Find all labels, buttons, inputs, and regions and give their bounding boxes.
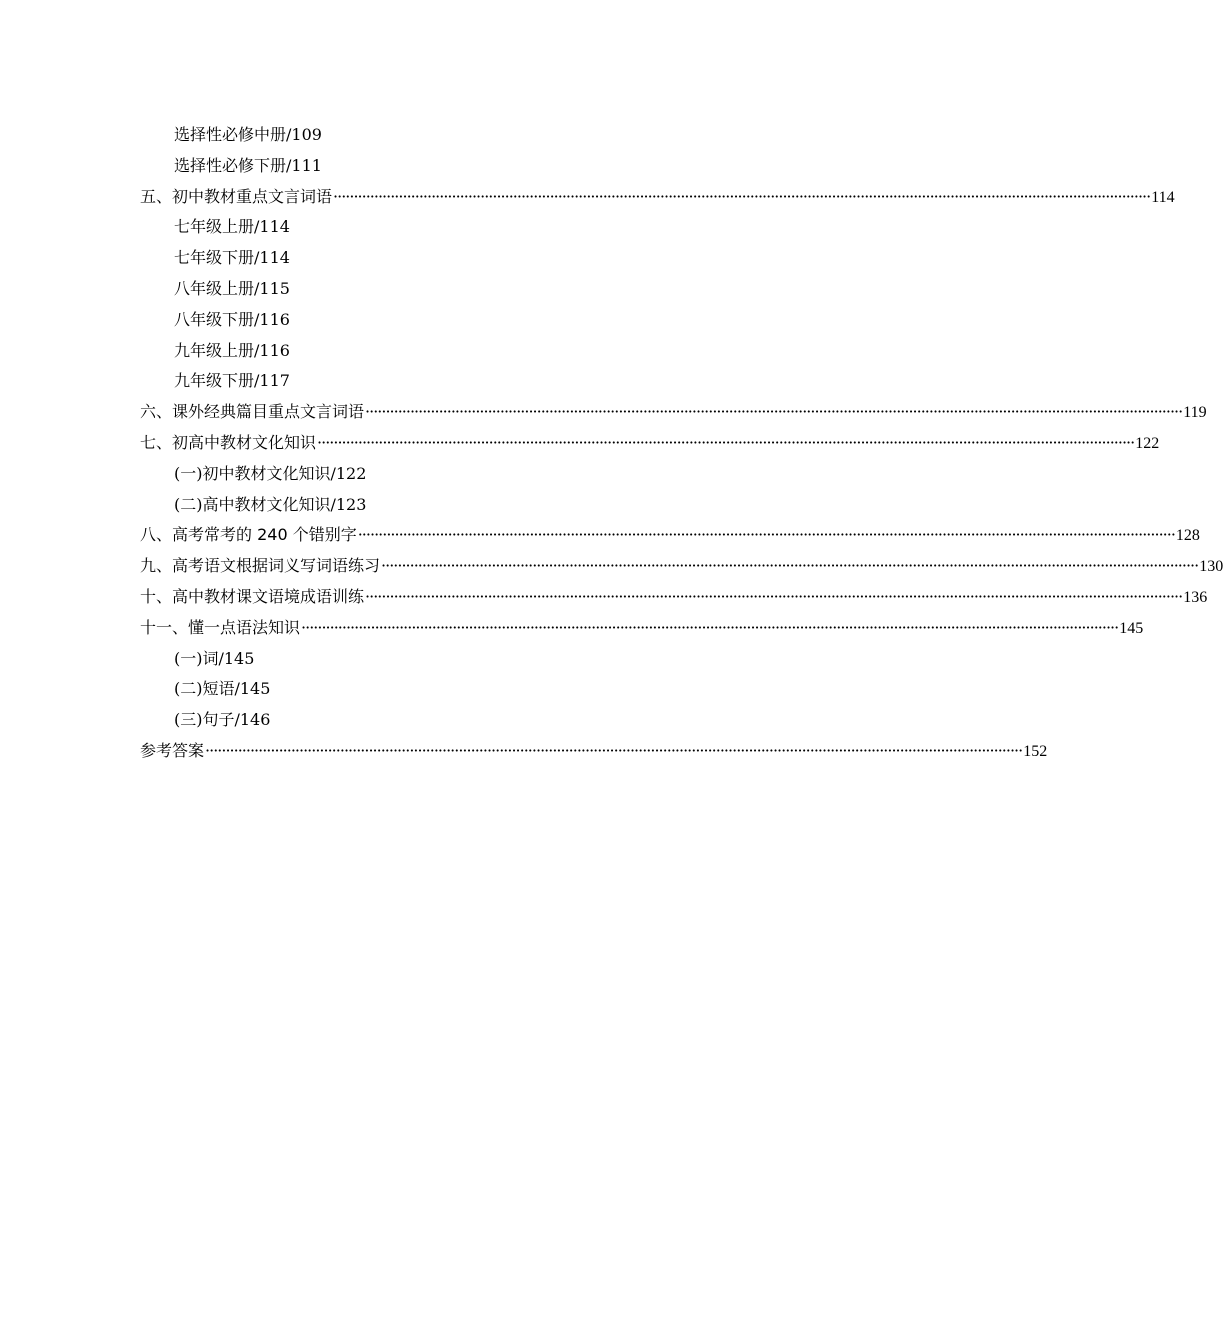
toc-chapter-title: 六、课外经典篇目重点文言词语 (140, 402, 365, 422)
toc-chapter-title: 十一、懂一点语法知识 (140, 617, 301, 637)
toc-chapter-entry[interactable] (140, 428, 1160, 459)
toc-subsection-entry[interactable]: 七年级下册/114 (174, 248, 290, 268)
toc-subsection-entry[interactable]: 选择性必修中册/109 (174, 125, 322, 144)
toc-subsection-entry[interactable]: 八年级上册/115 (174, 278, 290, 298)
toc-dot-leader: ········································································································································································································ (365, 402, 1183, 422)
toc-chapter-title: 参考答案 (140, 740, 205, 760)
toc-chapter-title: 十、高中教材课文语境成语训练 (140, 586, 365, 606)
toc-dot-leader: ········································································································································································································ (205, 740, 1023, 760)
toc-page-number: 152 (1023, 742, 1048, 760)
toc-subsection-entry[interactable]: (一)初中教材文化知识/122 (174, 463, 367, 483)
toc-page-number: 119 (1183, 404, 1207, 422)
toc-page-number: 130 (1199, 558, 1223, 576)
toc-chapter-entry[interactable] (140, 551, 1223, 582)
toc-chapter-entry[interactable] (140, 582, 1208, 613)
toc-chapter-entry[interactable] (140, 736, 1048, 767)
toc-chapter-title: 七、初高中教材文化知识 (140, 432, 317, 452)
toc-page-number: 114 (1151, 188, 1175, 206)
toc-page-number: 128 (1175, 527, 1200, 545)
toc-subsection-entry[interactable]: (一)词/145 (174, 648, 255, 668)
toc-chapter-entry[interactable] (140, 182, 1175, 213)
toc-page-number: 145 (1119, 619, 1144, 637)
toc-subsection-entry[interactable]: (二)高中教材文化知识/123 (174, 494, 367, 514)
toc-subsection-entry[interactable]: (二)短语/145 (174, 679, 271, 699)
toc-subsection-entry[interactable]: (三)句子/146 (174, 710, 271, 730)
toc-page-number: 122 (1135, 434, 1160, 452)
toc-dot-leader: ········································································································································································································ (301, 617, 1119, 637)
toc-subsection-entry[interactable]: 九年级下册/117 (174, 371, 290, 391)
toc-dot-leader: ········································································································································································································ (333, 186, 1151, 206)
toc-subsection-entry[interactable]: 八年级下册/116 (174, 309, 290, 329)
toc-dot-leader: ········································································································································································································ (381, 556, 1199, 576)
toc-subsection-entry[interactable]: 九年级上册/116 (174, 340, 290, 360)
toc-chapter-title: 九、高考语文根据词义写词语练习 (140, 556, 381, 576)
toc-chapter-title: 五、初中教材重点文言词语 (140, 186, 333, 206)
toc-chapter-title: 八、高考常考的 240 个错别字 (140, 525, 357, 545)
toc-dot-leader: ········································································································································································································ (317, 432, 1135, 452)
toc-dot-leader: ········································································································································································································ (365, 586, 1183, 606)
toc-chapter-entry[interactable] (140, 613, 1144, 644)
toc-page-number: 136 (1183, 588, 1208, 606)
toc-chapter-entry[interactable] (140, 520, 1200, 551)
toc-subsection-entry[interactable]: 选择性必修下册/111 (174, 155, 322, 175)
table-of-contents (140, 120, 1223, 767)
toc-dot-leader: ········································································································································································································ (357, 525, 1175, 545)
toc-chapter-entry[interactable] (140, 397, 1207, 428)
toc-subsection-entry[interactable]: 七年级上册/114 (174, 217, 290, 237)
